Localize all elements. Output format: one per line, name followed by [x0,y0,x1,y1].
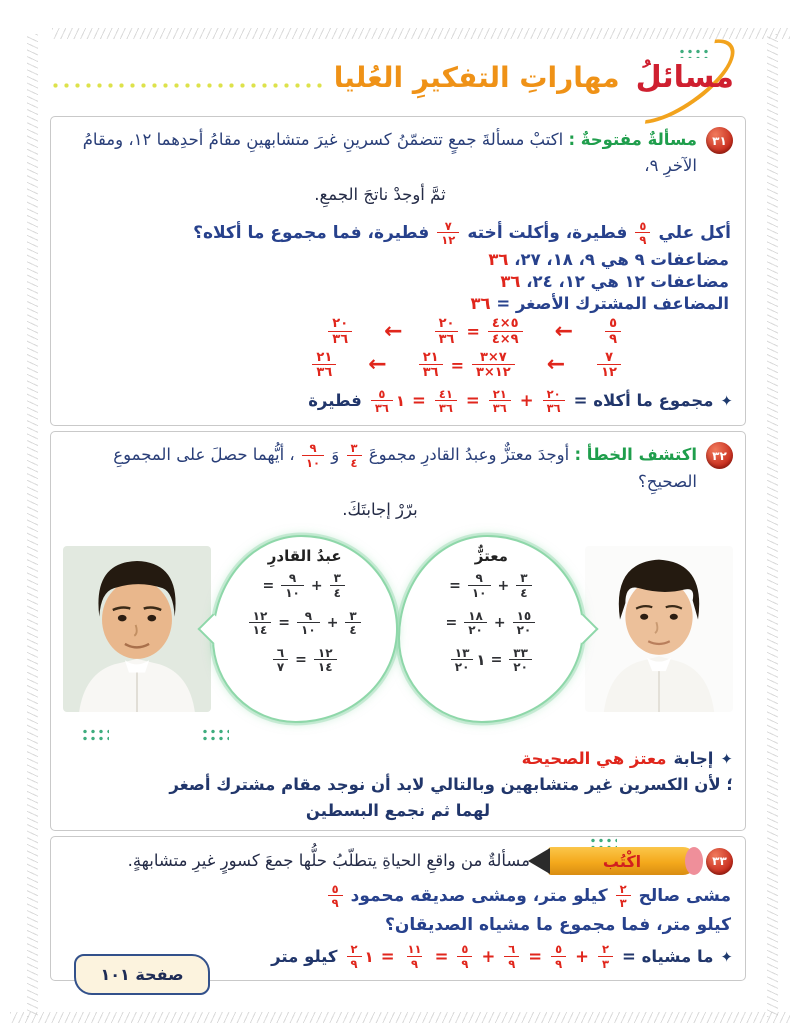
question-text: مشى صالح [638,886,731,907]
problem-32-answer [63,749,733,820]
fraction: $\frac{٢٠}{٣٦}$ [435,317,459,346]
problem-number-badge: ٣٣ [706,848,733,875]
frame-left-border [27,34,38,1017]
bubble-equation-line [449,647,534,674]
left-arrow-icon: ← [368,352,387,378]
problem-32-box [50,431,746,831]
lcm-line [67,294,729,313]
page-number-badge: صفحة ١٠١ [74,954,210,995]
problem-31-instruction: اكتبْ مسألةَ جمعٍ تتضمّنُ كسرينِ غيرَ متشابهينِ مقامُ أحدِهما ١٢، ومقامُ الآخرِ ٩، [82,130,697,176]
frame-top-border [52,28,790,39]
problem-32-head [63,442,733,527]
fraction: $\frac{٧}{١٢}$ [597,351,621,380]
problem-type-label: مسألةٌ مفتوحةٌ : [568,130,697,149]
problem-number-badge: ٣١ [706,127,733,154]
left-arrow-icon: ← [554,318,574,344]
diamond-bullet-icon: ✦ [720,391,733,410]
equals-sign: = [465,391,480,411]
answer-text: ؛ لأن الكسرين غير متشابهين وبالتالي لابد أن نوجد مقام مشترك أصغر [169,775,733,795]
fraction: $\frac{٥}{٩}$ [457,943,472,969]
mixed-number [345,943,374,969]
plus-sign: + [326,615,339,632]
bubble-equation-line [445,610,537,637]
fraction: $\frac{٣٣}{٢٠}$ [509,647,532,674]
bubble-equation-line [271,647,339,674]
fraction: $\frac{٢}{٩}$ [347,943,362,969]
answer-text: إجابة [673,749,714,769]
fraction: $\frac{٩}{١٠}$ [468,572,491,599]
question-text: أكل علي [658,223,731,244]
page-title [334,60,746,95]
conjunction-text: وَ [331,445,340,464]
equals-sign: = [295,652,307,669]
fraction: $\frac{٥}{٩}$ [605,317,621,346]
plus-sign: + [497,577,510,594]
pencil-icon [548,847,696,875]
question-text: فطيرة، وأكلت أخته [467,223,628,244]
equals-sign: = [449,577,461,594]
problem-32-statement [63,442,697,527]
fraction: $\frac{٣}{٤}$ [345,610,360,637]
page-content [50,48,746,986]
problem-31-answer [63,388,733,414]
fraction: $\frac{٩}{١٠}$ [297,610,320,637]
plus-sign: + [575,947,589,967]
mixed-number [369,388,405,414]
frame-bottom-border [10,1012,790,1023]
fraction: $\frac{٧}{١٢}$ [437,220,459,246]
title-rest: مهاراتِ التفكيرِ العُليا [333,60,620,94]
fraction: $\frac{٥}{٩}$ [635,220,650,246]
left-arrow-icon: ← [384,318,403,344]
speech-bubble-mutaz [398,535,584,723]
equals-sign: = [445,615,458,632]
equals-sign: = [528,947,543,967]
fraction: $\frac{١١}{٩}$ [407,942,422,971]
write-label: اكْتُب [602,851,642,871]
equivalence-step [417,351,517,380]
lcm-text: المضاعف المشترك الأصغر = [496,294,729,314]
fraction: $\frac{٩}{١٠}$ [281,572,304,599]
equals-sign: = [262,577,275,594]
question-text: كيلو متر، فما مجموع ما مشياه الصديقان؟ [384,915,731,936]
diamond-bullet-icon: ✦ [720,749,733,768]
highlighted-value: ٣٦ [470,294,491,314]
equals-sign: = [278,615,291,632]
answer-unit: فطيرة [308,391,362,411]
problem-31-instruction-2: ثمَّ أوجدْ ناتجَ الجمعِ. [314,184,446,204]
fraction: $\frac{١٥}{٢٠}$ [513,610,536,637]
fraction: $\frac{٦}{٩}$ [504,943,519,969]
fraction: $\frac{٣\times ٧}{٣\times ١٢}$ [472,351,515,380]
equals-sign: = [466,322,480,342]
student-name: عبدُ القادرِ [267,547,342,566]
problem-31-statement [63,127,697,212]
fraction: $\frac{٤١}{٣٦}$ [435,388,457,414]
speech-bubble-abdulqadir [212,535,398,723]
fraction: $\frac{٢٠}{٣٦}$ [328,317,352,346]
fraction: $\frac{١٢}{١٤}$ [314,647,337,674]
answer-highlight: معتز هي الصحيحة [521,749,667,769]
plus-sign: + [519,391,534,411]
problem-32-instruction: أوجدَ معتزٌّ وعبدُ القادرِ مجموعَ [368,445,570,464]
problem-32-instruction: ، أيُّهما حصلَ على المجموعِ الصحيحِ؟ [113,445,697,491]
equals-sign: = [412,391,426,411]
bubble-equation-line [262,572,346,599]
question-text: كيلو متر، ومشى صديقه محمود [350,886,608,907]
plus-sign: + [310,577,323,594]
fraction: $\frac{٤\times ٥}{٤\times ٩}$ [488,317,523,346]
boy-illustration [63,546,211,712]
bubble-equation-line [449,572,533,599]
fraction: $\frac{٢}{٣}$ [616,883,631,909]
problem-number-badge: ٣٢ [706,442,733,469]
whole-number: ١ [395,391,406,410]
fraction: $\frac{٣}{٤}$ [516,572,531,599]
equivalence-step [433,317,525,346]
fraction: $\frac{٢}{٣}$ [598,943,613,969]
plus-sign: + [481,947,496,967]
answer-unit: كيلو متر [271,947,338,967]
equals-sign: = [490,652,503,669]
problem-33-question [65,883,731,935]
fraction: $\frac{٥}{٩}$ [328,883,343,909]
fraction: $\frac{٢١}{٣٦}$ [419,351,443,380]
bubble-equation-line [247,610,363,637]
multiples-of-12-line [67,272,729,291]
plus-sign: + [493,615,506,632]
fraction: $\frac{٢٠}{٣٦}$ [543,388,565,414]
problem-32-instruction-2: برّرْ إجابتَكَ. [342,499,418,519]
problem-31-question [65,220,731,246]
fraction: $\frac{٣}{٤}$ [347,442,362,468]
fraction: $\frac{٣}{٤}$ [330,572,345,599]
equals-sign: = [450,355,464,375]
answer-text: مجموع ما أكلاه = [573,391,714,411]
answer-text-line-2: لهما ثم نجمع البسطين [305,801,491,821]
yellow-dotted-line [50,83,324,88]
answer-text: ما مشياه = [622,947,714,967]
problem-33-instruction: مسألةٌ من واقعِ الحياةِ يتطلّبُ حلُّها جمعَ كسورٍ غيرِ متشابهةٍ. [127,850,530,870]
boy-illustration [585,546,733,712]
fraction: $\frac{٢١}{٣٦}$ [312,351,336,380]
multiples-text: مضاعفات ١٢ هي ١٢، ٢٤، [526,272,729,292]
fraction: $\frac{١٣}{٢٠}$ [451,647,474,674]
fraction: $\frac{٦}{٧}$ [273,647,288,674]
whole-number: ١ [476,651,486,670]
problem-31-box [50,116,746,426]
student-photo-mutaz [585,546,733,712]
fraction: $\frac{٥}{٩}$ [551,943,566,969]
fraction: $\frac{٢١}{٣٦}$ [489,388,511,414]
equals-sign: = [380,947,395,967]
problem-33-head [63,847,733,875]
multiples-text: مضاعفات ٩ هي ٩، ١٨، ٢٧، [514,250,729,270]
student-name: معتزٌّ [474,547,508,566]
multiples-of-9-line [67,250,729,269]
equals-sign: = [434,947,449,967]
fraction: $\frac{٩}{١٠}$ [302,442,324,468]
problem-31-head [63,127,733,212]
left-arrow-icon: ← [546,352,566,378]
problem-type-label: اكتشف الخطأ : [574,445,697,464]
green-dots-decoration [201,728,229,742]
work-row-2 [310,351,623,380]
page-header [50,48,746,106]
green-dots-decoration [81,728,109,742]
students-and-bubbles [63,535,733,723]
whole-number: ١ [364,947,374,966]
highlighted-value: ٣٦ [500,272,521,292]
highlighted-value: ٣٦ [488,250,509,270]
frame-right-border [767,34,778,1017]
fraction: $\frac{٥}{٣٦}$ [371,388,393,414]
diamond-bullet-icon: ✦ [720,947,733,966]
student-photo-abdulqadir [63,546,211,712]
mixed-number [449,647,486,674]
question-text: فطيرة، فما مجموع ما أكلاه؟ [193,223,430,244]
fraction: $\frac{١٨}{٢٠}$ [464,610,487,637]
work-row-1 [326,317,623,346]
fraction: $\frac{١٢}{١٤}$ [249,610,272,637]
title-word-masail: مسائلُ [630,60,740,95]
